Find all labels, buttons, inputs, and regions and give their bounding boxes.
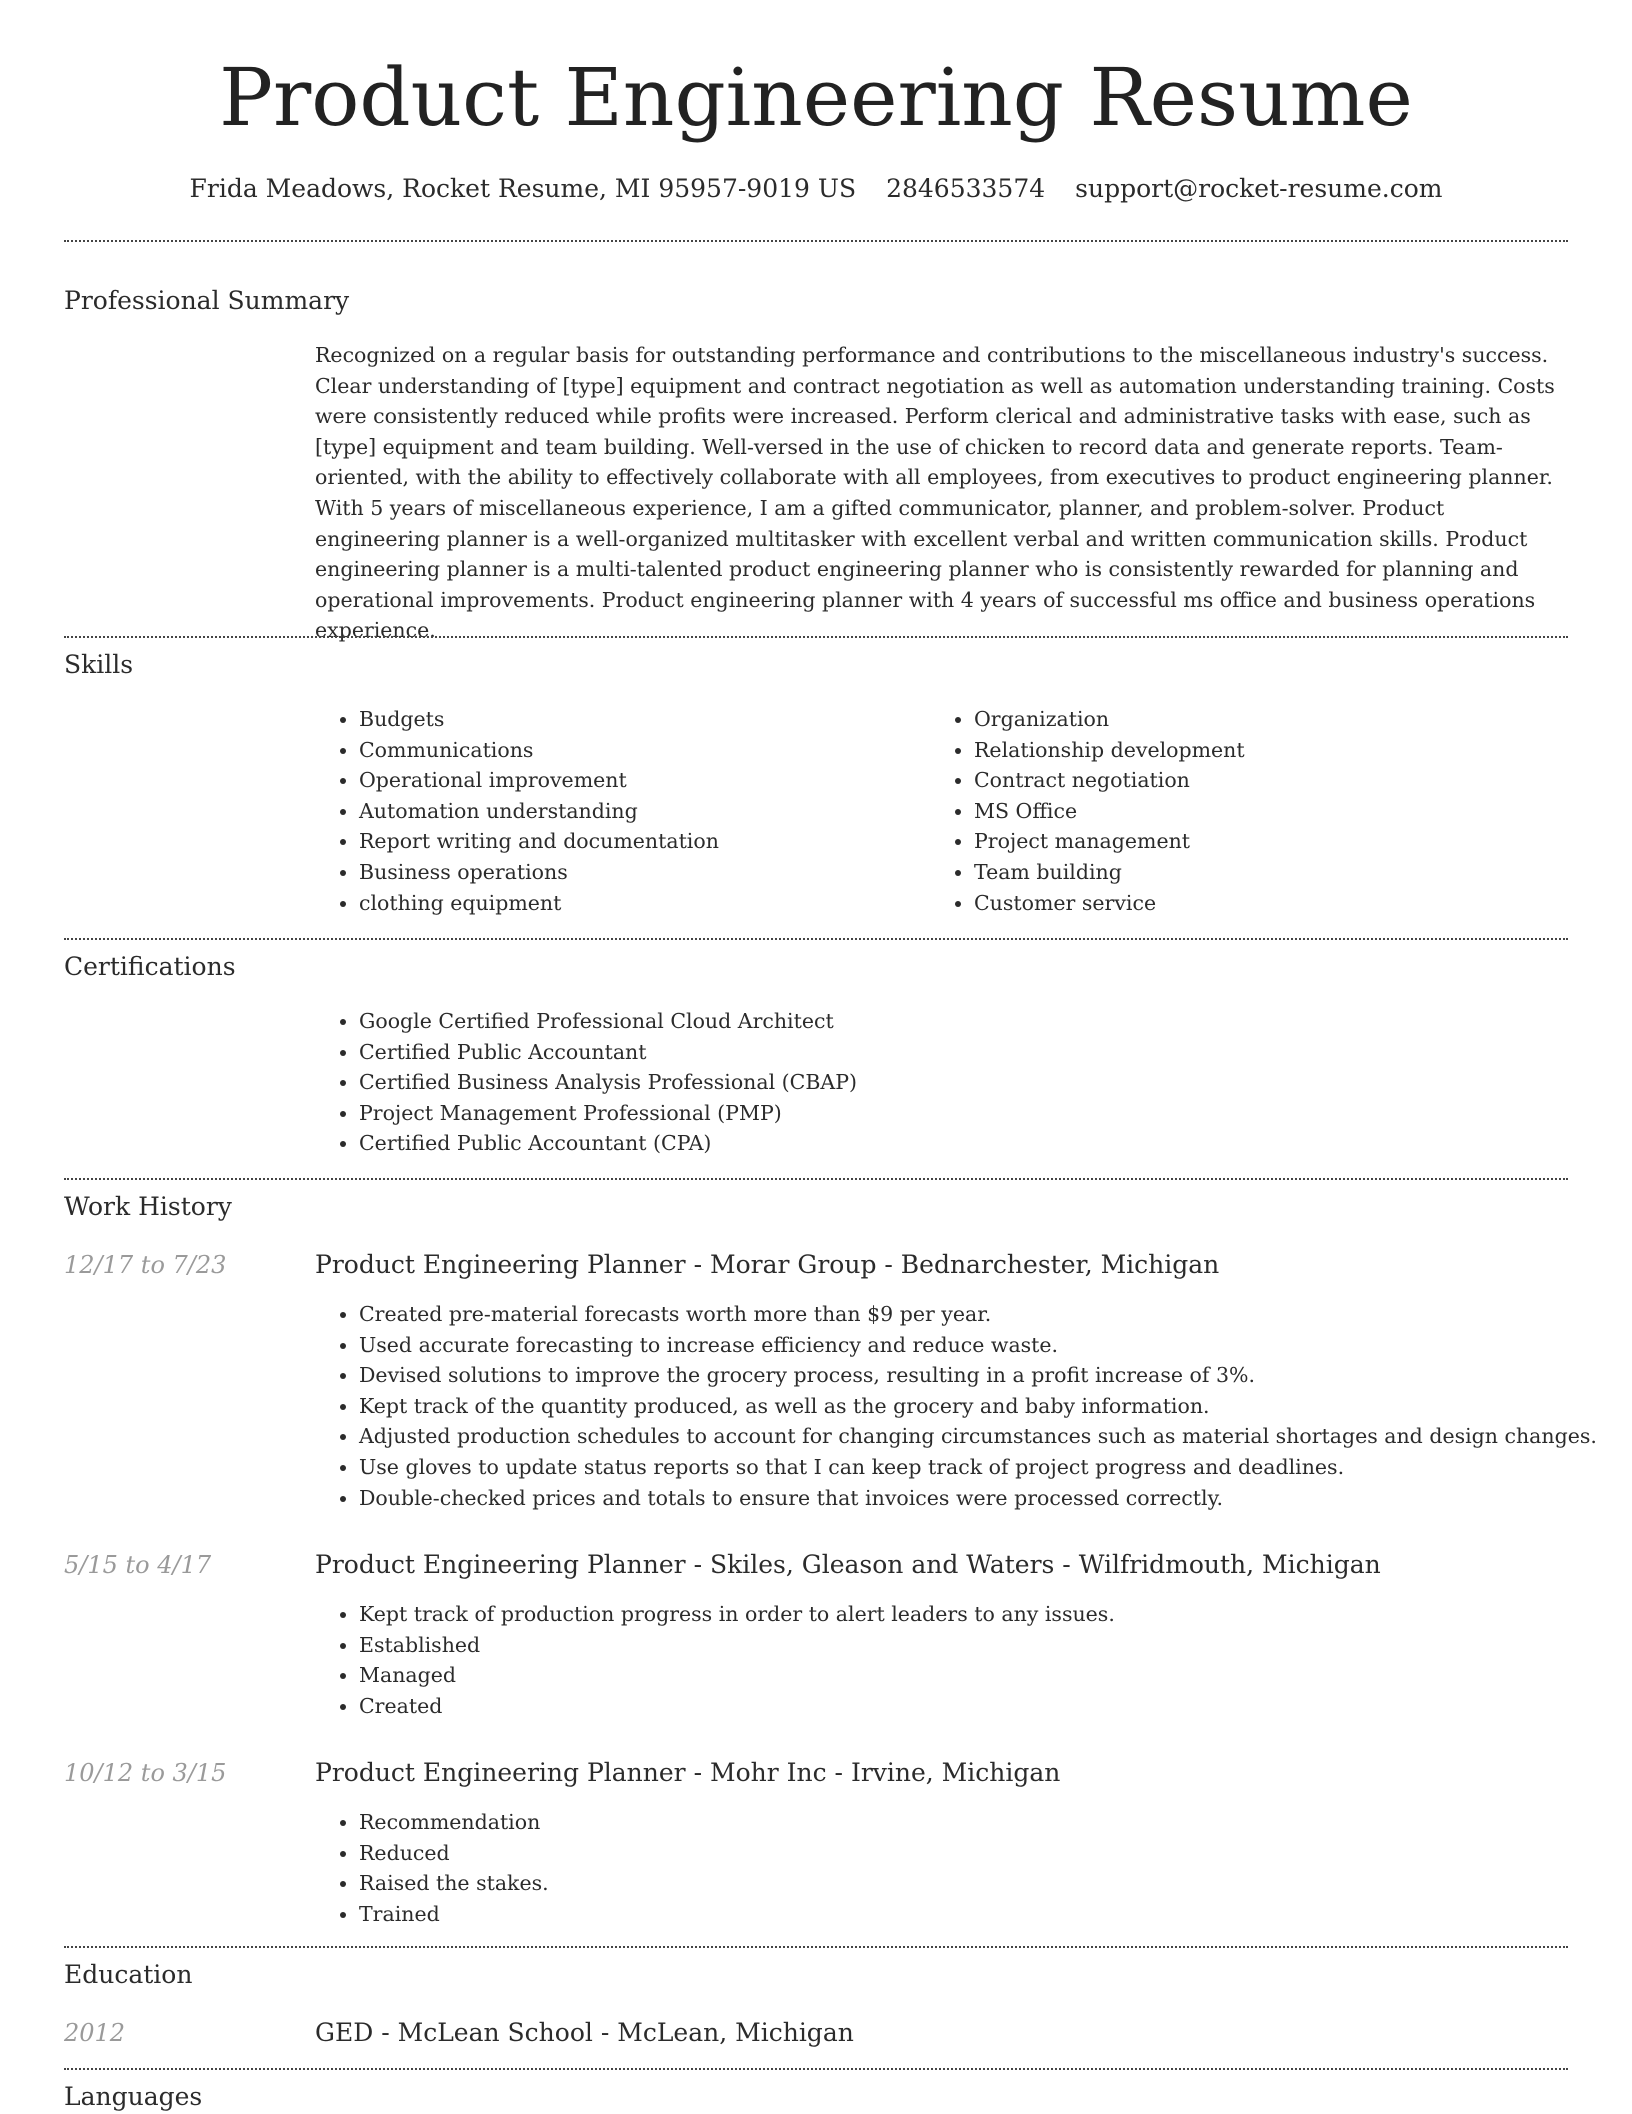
list-item: • Certified Public Accountant (CPA) xyxy=(359,1128,857,1159)
section-title-work-history: Work History xyxy=(64,1192,232,1221)
section-title-certifications: Certifications xyxy=(64,952,236,981)
list-item: • Report writing and documentation xyxy=(359,826,719,857)
list-item: • Adjusted production schedules to account for changing circumstances such as material shortages and design changes. xyxy=(359,1421,1597,1452)
divider xyxy=(64,938,1568,940)
list-item: • Project Management Professional (PMP) xyxy=(359,1098,857,1129)
job-dates: 5/15 to 4/17 xyxy=(64,1551,212,1579)
section-title-languages: Languages xyxy=(64,2082,203,2111)
list-item: • Organization xyxy=(974,704,1245,735)
resume-title: Product Engineering Resume xyxy=(219,51,1413,144)
list-item: • Used accurate forecasting to increase efficiency and reduce waste. xyxy=(359,1330,1597,1361)
list-item: • Operational improvement xyxy=(359,765,719,796)
summary-block xyxy=(315,340,1560,646)
job-title: Product Engineering Planner - Morar Group - Bednarchester, Michigan xyxy=(315,1250,1220,1279)
list-item: • Reduced xyxy=(359,1838,549,1869)
divider xyxy=(64,1946,1568,1948)
contact-phone: 2846533574 xyxy=(886,174,1046,203)
job-bullets xyxy=(315,1599,1115,1721)
list-item: • Created pre-material forecasts worth more than $9 per year. xyxy=(359,1299,1597,1330)
list-item: • Managed xyxy=(359,1660,1115,1691)
divider xyxy=(64,636,1568,638)
job-dates: 12/17 to 7/23 xyxy=(64,1251,227,1279)
list-item: • Recommendation xyxy=(359,1807,549,1838)
divider xyxy=(64,240,1568,242)
list-item: • Relationship development xyxy=(974,735,1245,766)
list-item: • MS Office xyxy=(974,796,1245,827)
list-item: • Kept track of production progress in order to alert leaders to any issues. xyxy=(359,1599,1115,1630)
job-bullets xyxy=(315,1807,549,1929)
contact-email: support@rocket-resume.com xyxy=(1075,174,1443,203)
list-item: • Customer service xyxy=(974,888,1245,919)
list-item: • Budgets xyxy=(359,704,719,735)
skills-list-right xyxy=(930,704,1245,918)
section-title-summary: Professional Summary xyxy=(64,286,350,315)
list-item: • Created xyxy=(359,1691,1115,1722)
list-item: • Established xyxy=(359,1630,1115,1661)
list-item: • Contract negotiation xyxy=(974,765,1245,796)
education-year: 2012 xyxy=(64,2019,126,2047)
list-item: • Double-checked prices and totals to ensure that invoices were processed correctly. xyxy=(359,1483,1597,1514)
list-item: • Devised solutions to improve the grocery process, resulting in a profit increase of 3%. xyxy=(359,1360,1597,1391)
list-item: • Project management xyxy=(974,826,1245,857)
list-item: • Automation understanding xyxy=(359,796,719,827)
job-title: Product Engineering Planner - Skiles, Gleason and Waters - Wilfridmouth, Michigan xyxy=(315,1550,1381,1579)
list-item: • clothing equipment xyxy=(359,888,719,919)
job-title: Product Engineering Planner - Mohr Inc - Irvine, Michigan xyxy=(315,1758,1061,1787)
list-item: • Certified Business Analysis Professional (CBAP) xyxy=(359,1067,857,1098)
divider xyxy=(64,1178,1568,1180)
list-item: • Use gloves to update status reports so that I can keep track of project progress and deadlines. xyxy=(359,1452,1597,1483)
certifications-list xyxy=(315,1006,857,1159)
education-title: GED - McLean School - McLean, Michigan xyxy=(315,2018,854,2047)
summary-text: Recognized on a regular basis for outstanding performance and contributions to the miscellaneous industry's success. Clear understanding of [type] equipment and contract negotiation as well as automation understanding training. Costs were consistently reduced while profits were increased. Perform clerical and administrative tasks with ease, such as [type] equipment and team building. Well-versed in the use of chicken to record data and generate reports. Team-oriented, with the ability to effectively collaborate with all employees, from executives to product engineering planner. With 5 years of miscellaneous experience, I am a gifted communicator, planner, and problem-solver. Product engineering planner is a well-organized multitasker with excellent verbal and written communication skills. Product engineering planner is a multi-talented product engineering planner who is consistently rewarded for planning and operational improvements. Product engineering planner with 4 years of successful ms office and business operations experience. xyxy=(315,343,1555,643)
section-title-education: Education xyxy=(64,1960,193,1989)
contact-address: Frida Meadows, Rocket Resume, MI 95957-9019 US xyxy=(189,174,857,203)
list-item: • Kept track of the quantity produced, as well as the grocery and baby information. xyxy=(359,1391,1597,1422)
list-item: • Business operations xyxy=(359,857,719,888)
section-title-skills: Skills xyxy=(64,650,134,679)
list-item: • Communications xyxy=(359,735,719,766)
list-item: • Team building xyxy=(974,857,1245,888)
contact-line xyxy=(0,172,1632,206)
list-item: • Certified Public Accountant xyxy=(359,1037,857,1068)
skills-list-left xyxy=(315,704,719,918)
list-item: • Google Certified Professional Cloud Architect xyxy=(359,1006,857,1037)
job-dates: 10/12 to 3/15 xyxy=(64,1759,227,1787)
list-item: • Trained xyxy=(359,1899,549,1930)
list-item: • Raised the stakes. xyxy=(359,1868,549,1899)
job-bullets xyxy=(315,1299,1597,1513)
divider xyxy=(64,2068,1568,2070)
